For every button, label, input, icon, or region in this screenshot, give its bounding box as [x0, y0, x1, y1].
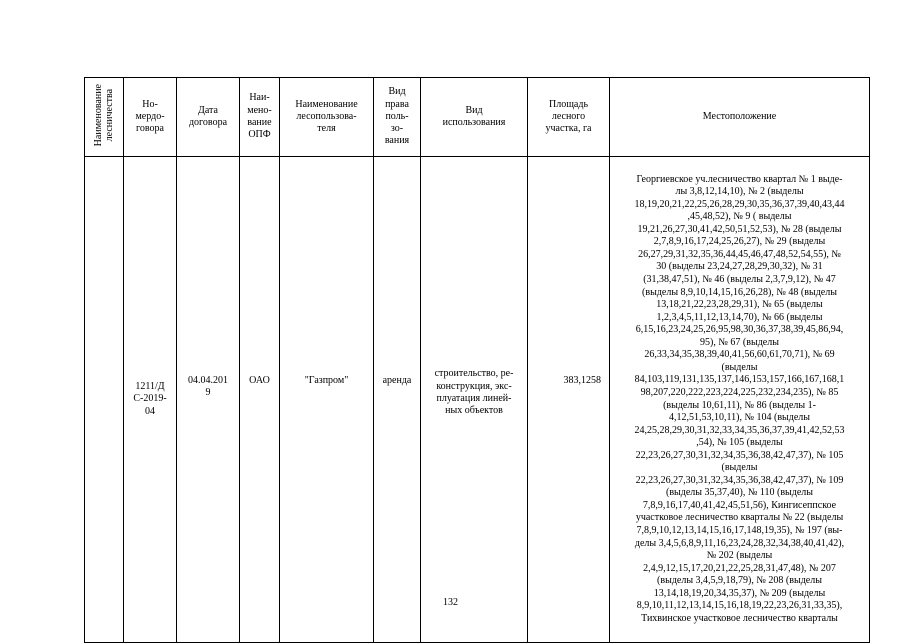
- cell-right-type: аренда: [374, 157, 421, 643]
- table-row: [85, 157, 870, 643]
- cell-location: Георгиевское уч.лесничество квартал № 1 выде- лы 3,8,12,14,10), № 2 (выделы 18,19,20,21,22,25,26,28,29,30,35,36,37,39,40,43,44 ,45,48,52), № 9 ( выделы 19,21,26,27,30,41,42,50,51,52,53), № 28 (выделы 2,7,8,9,16,17,24,25,26,27), № 29 (выделы 26,27,29,31,32,35,36,44,45,46,47,48,52,54,55), № 30 (выделы 23,24,27,28,29,30,32), № 31 (31,38,47,51), № 46 (выделы 2,3,7,9,12), № 47 (выделы 8,9,10,14,15,16,26,28), № 48 (выделы 13,18,21,22,23,28,29,31), № 65 (выделы 1,2,3,4,5,11,12,13,14,70), № 66 (выделы 6,15,16,23,24,25,26,95,98,30,36,37,38,39,45,86,94, 95), № 67 (выделы 26,33,34,35,38,39,40,41,56,60,61,70,71), № 69 (выделы 84,103,119,131,135,137,146,153,157,166,167,168,1 98,207,220,222,223,224,225,232,234,235), № 85 (выделы 10,61,11), № 86 (выделы 1- 4,12,51,53,10,11), № 104 (выделы 24,25,28,29,30,31,32,33,34,35,36,37,39,41,42,52,53 ,54), № 105 (выделы 22,23,26,27,30,31,32,34,35,36,38,42,47,37), № 105 (выделы 22,23,26,27,30,31,32,34,35,36,38,42,47,37), № 109 (выделы 35,37,40), № 110 (выделы 7,8,9,16,17,40,41,42,45,51,56), Кингисеппское участковое лесничество кварталы № 22 (выделы 7,8,9,10,12,13,14,15,16,17,148,19,35), № 197 (вы- делы 3,4,5,6,8,9,11,16,23,24,28,32,34,38,40,41,42), № 202 (выделы 2,4,9,12,15,17,20,21,22,25,28,31,47,48), № 207 (выделы 3,4,5,9,18,79), № 208 (выделы 13,14,18,19,20,34,35,37), № 209 (выделы 8,9,10,11,12,13,14,15,16,18,19,22,23,26,31,33,35), Тихвинское участковое лесничество кварталы: [610, 157, 870, 643]
- page-number: 132: [443, 597, 458, 608]
- header-contract-date: Дата договора: [177, 78, 240, 157]
- table-header-row: [85, 78, 870, 157]
- header-forest-user-name: Наименование лесопользова- теля: [280, 78, 374, 157]
- header-contract-number: Но- мердо- говора: [124, 78, 177, 157]
- cell-contract-number: 1211/Д С-2019- 04: [124, 157, 177, 643]
- header-area: Площадь лесного участка, га: [528, 78, 610, 157]
- header-forestry-name: [85, 78, 124, 157]
- cell-forest-user: "Газпром": [280, 157, 374, 643]
- cell-usage-type: строительство, ре- конструкция, экс- плуатация линей- ных объектов: [421, 157, 528, 643]
- cell-opf: ОАО: [240, 157, 280, 643]
- cell-area: 383,1258: [528, 157, 610, 643]
- forest-lease-table: [84, 77, 870, 643]
- header-usage-type: Вид использования: [421, 78, 528, 157]
- cell-forestry-name: [85, 157, 124, 643]
- header-location: Местоположение: [610, 78, 870, 157]
- header-right-type: Вид права поль- зо- вания: [374, 78, 421, 157]
- header-opf-name: Наи- мено- вание ОПФ: [240, 78, 280, 157]
- cell-contract-date: 04.04.201 9: [177, 157, 240, 643]
- header-forestry-name-text: Наименование лесничества: [93, 83, 115, 146]
